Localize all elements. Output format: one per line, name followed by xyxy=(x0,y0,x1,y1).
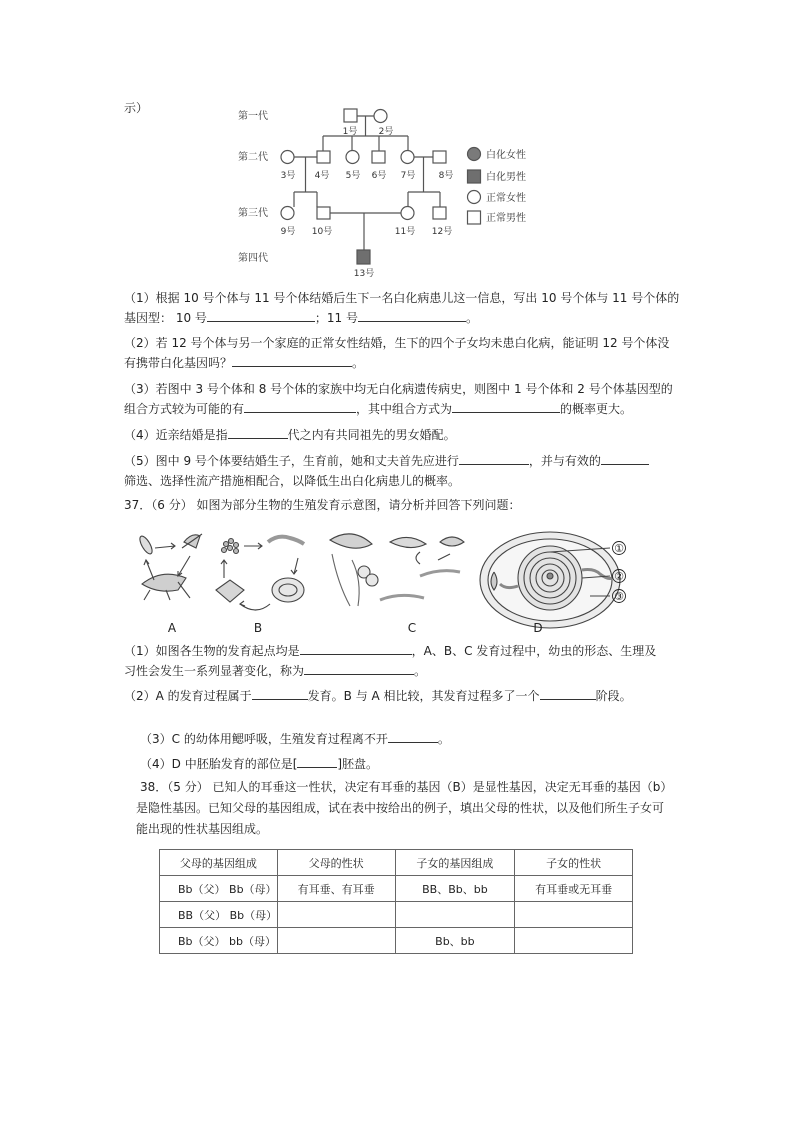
q36-p3-end: 的概率更大。 xyxy=(560,402,633,416)
q36-p1-line1: （1）根据 10 号个体与 11 号个体结婚后生下一名白化病患儿这一信息，写出 10 号个体与 11 号个体的 xyxy=(124,291,680,305)
q37-p3 xyxy=(140,730,450,748)
figure-b-silkworm-cycle xyxy=(216,537,304,610)
q37-p1-lead2: 习性会发生一系列显著变化，称为 xyxy=(124,664,305,678)
id-label-13: 13号 xyxy=(353,269,375,279)
answer-blank-q37-1a[interactable] xyxy=(300,642,412,655)
q37-figure xyxy=(120,520,640,640)
legend-normal-female-icon xyxy=(468,191,481,204)
q36-p3-mid: ，其中组合方式为 xyxy=(356,402,453,416)
q36-p5-line1 xyxy=(124,452,649,470)
id-label-7: 7号 xyxy=(400,171,416,181)
id-label-3: 3号 xyxy=(280,171,296,181)
q37-p1-lead: （1）如图各生物的发育起点均是 xyxy=(124,644,300,658)
q36-p4-end: 代之内有共同祖先的男女婚配。 xyxy=(287,428,456,442)
id-label-4: 4号 xyxy=(314,171,330,181)
ind-1 xyxy=(344,109,357,122)
answer-blank-q37-2b[interactable] xyxy=(540,687,596,700)
fig-label-a: A xyxy=(167,621,177,635)
fig-label-d: D xyxy=(533,621,543,635)
q37-p1-end: 。 xyxy=(414,664,427,678)
id-label-5: 5号 xyxy=(345,171,361,181)
id-label-10: 10号 xyxy=(311,227,333,237)
ind-7 xyxy=(401,151,414,164)
table-answer-cell[interactable] xyxy=(395,902,515,928)
ind-5 xyxy=(346,151,359,164)
figure-d-bird-egg xyxy=(480,532,620,628)
gen-label-1: 第一代 xyxy=(238,111,268,122)
q36-p5-lead: （5）图中 9 号个体要结婚生子，生育前，她和丈夫首先应进行 xyxy=(124,454,459,468)
answer-blank-q36-3a[interactable] xyxy=(244,400,356,413)
q37-p1-line2 xyxy=(124,662,426,680)
pedigree-chart xyxy=(230,100,560,280)
answer-blank-q36-5a[interactable] xyxy=(459,452,529,465)
q37-p4 xyxy=(140,755,378,773)
q36-p2-line1: （2）若 12 号个体与另一个家庭的正常女性结婚，生下的四个子女均未患白化病，能证明 12 号个体没 xyxy=(124,336,670,350)
answer-blank-q36-2[interactable] xyxy=(232,354,352,367)
q37-p1-mid: ，A、B、C 发育过程中，幼虫的形态、生理及 xyxy=(411,644,657,658)
id-label-12: 12号 xyxy=(431,227,453,237)
legend-label-normal-female: 正常女性 xyxy=(486,193,526,204)
q37-p2-end: 阶段。 xyxy=(595,689,632,703)
table-cell: BB（父） Bb（母） xyxy=(160,902,278,928)
q36-p5-mid: ，并与有效的 xyxy=(528,454,601,468)
ind-13 xyxy=(357,250,370,264)
egg-label-3: ③ xyxy=(614,590,624,603)
table-cell: 有耳垂或无耳垂 xyxy=(515,876,633,902)
legend-label-affected-female: 白化女性 xyxy=(486,150,526,161)
legend-affected-male-icon xyxy=(468,170,481,183)
q36-p3-line1: （3）若图中 3 号个体和 8 号个体的家族中均无白化病遗传病史，则图中 1 号个体和 2 号个体基因型的 xyxy=(124,382,673,396)
legend-normal-male-icon xyxy=(468,211,481,224)
table-header: 子女的性状 xyxy=(515,850,633,876)
q36-p3-line2 xyxy=(124,400,632,418)
table-header: 父母的性状 xyxy=(277,850,395,876)
legend-label-normal-male: 正常男性 xyxy=(486,213,526,224)
answer-blank-10[interactable] xyxy=(207,309,315,322)
gen-label-4: 第四代 xyxy=(238,253,268,264)
answer-blank-11[interactable] xyxy=(358,309,466,322)
gen-label-3: 第三代 xyxy=(238,208,268,219)
table-header: 父母的基因组成 xyxy=(160,850,278,876)
q36-p1-lead: 基因型： 10 号 xyxy=(124,311,207,325)
figure-c-frog-cycle xyxy=(330,534,464,606)
ind-6 xyxy=(372,151,385,163)
table-header-row xyxy=(160,850,633,876)
q36-p1-end: 。 xyxy=(466,311,479,325)
q37-title: 37．（6 分） 如图为部分生物的生殖发育示意图，请分析并回答下列问题： xyxy=(124,498,521,512)
id-label-6: 6号 xyxy=(371,171,387,181)
ind-2 xyxy=(374,110,387,123)
answer-blank-q37-2a[interactable] xyxy=(252,687,308,700)
ind-8 xyxy=(433,151,446,163)
ind-4 xyxy=(317,151,330,163)
q37-p4-end: ]胚盘。 xyxy=(337,757,379,771)
q38-line3: 能出现的性状基因组成。 xyxy=(136,822,269,836)
egg-label-1: ① xyxy=(614,542,624,555)
answer-blank-q36-5b[interactable] xyxy=(601,452,649,465)
table-cell: 有耳垂、有耳垂 xyxy=(277,876,395,902)
table-answer-cell[interactable] xyxy=(277,928,395,954)
fig-label-b: B xyxy=(253,621,263,635)
table-cell: BB、Bb、bb xyxy=(395,876,515,902)
q37-p1-line1 xyxy=(124,642,656,660)
answer-blank-q36-3b[interactable] xyxy=(452,400,560,413)
id-label-11: 11号 xyxy=(394,227,416,237)
ind-12 xyxy=(433,207,446,219)
ind-10 xyxy=(317,207,330,219)
q36-p2-line2 xyxy=(124,354,364,372)
q37-p2-mid: 发育。B 与 A 相比较，其发育过程多了一个 xyxy=(307,689,540,703)
table-header: 子女的基因组成 xyxy=(395,850,515,876)
legend-affected-female-icon xyxy=(468,148,481,161)
table-cell: Bb（父） bb（母） xyxy=(160,928,278,954)
pedigree-svg xyxy=(230,100,560,280)
ind-9 xyxy=(281,207,294,220)
q37-p4-lead: （4）D 中胚胎发育的部位是[ xyxy=(140,757,298,771)
q37-p2-lead: （2）A 的发育过程属于 xyxy=(124,689,252,703)
q38-line1: 38．（5 分） 已知人的耳垂这一性状，决定有耳垂的基因（B）是显性基因，决定无耳垂的基因（b） xyxy=(140,780,673,794)
top-fragment: 示） xyxy=(124,101,149,115)
q36-p4 xyxy=(124,426,456,444)
q37-p3-lead: （3）C 的幼体用鳃呼吸，生殖发育过程离不开 xyxy=(140,732,388,746)
table-row xyxy=(160,876,633,902)
q36-p2-lead: 有携带白化基因吗？ xyxy=(124,356,233,370)
q36-p4-lead: （4）近亲结婚是指 xyxy=(124,428,228,442)
q38-line2: 是隐性基因。已知父母的基因组成，试在表中按给出的例子，填出父母的性状，以及他们所生子女可 xyxy=(136,801,665,815)
lifecycle-svg xyxy=(120,520,640,640)
gen-label-2: 第二代 xyxy=(238,152,268,163)
fig-label-c: C xyxy=(407,621,417,635)
q37-p3-end: 。 xyxy=(437,732,450,746)
table-row xyxy=(160,928,633,954)
q37-p2 xyxy=(124,687,632,705)
table-cell: Bb、bb xyxy=(395,928,515,954)
answer-blank-q36-4[interactable] xyxy=(228,426,288,439)
table-answer-cell[interactable] xyxy=(277,902,395,928)
q36-p2-end: 。 xyxy=(352,356,365,370)
table-cell: Bb（父） Bb（母） xyxy=(160,876,278,902)
q36-p1-line2 xyxy=(124,309,478,327)
answer-blank-q37-3[interactable] xyxy=(388,730,438,743)
id-label-8: 8号 xyxy=(438,171,454,181)
table-answer-cell[interactable] xyxy=(515,928,633,954)
egg-label-2: ② xyxy=(614,570,624,583)
genotype-table xyxy=(159,849,633,954)
figure-a-grasshopper-cycle xyxy=(138,534,202,600)
answer-blank-q37-4[interactable] xyxy=(297,755,337,768)
id-label-1: 1号 xyxy=(342,127,358,137)
q36-p5-line2: 筛选、选择性流产措施相配合，以降低生出白化病患儿的概率。 xyxy=(124,474,461,488)
id-label-9: 9号 xyxy=(280,227,296,237)
table-answer-cell[interactable] xyxy=(515,902,633,928)
answer-blank-q37-1b[interactable] xyxy=(304,662,414,675)
ind-3 xyxy=(281,151,294,164)
id-label-2: 2号 xyxy=(378,127,394,137)
legend-label-affected-male: 白化男性 xyxy=(486,172,526,183)
ind-11 xyxy=(401,207,414,220)
table-row xyxy=(160,902,633,928)
q36-p1-mid: ；11 号 xyxy=(314,311,358,325)
q36-p3-lead: 组合方式较为可能的有 xyxy=(124,402,245,416)
